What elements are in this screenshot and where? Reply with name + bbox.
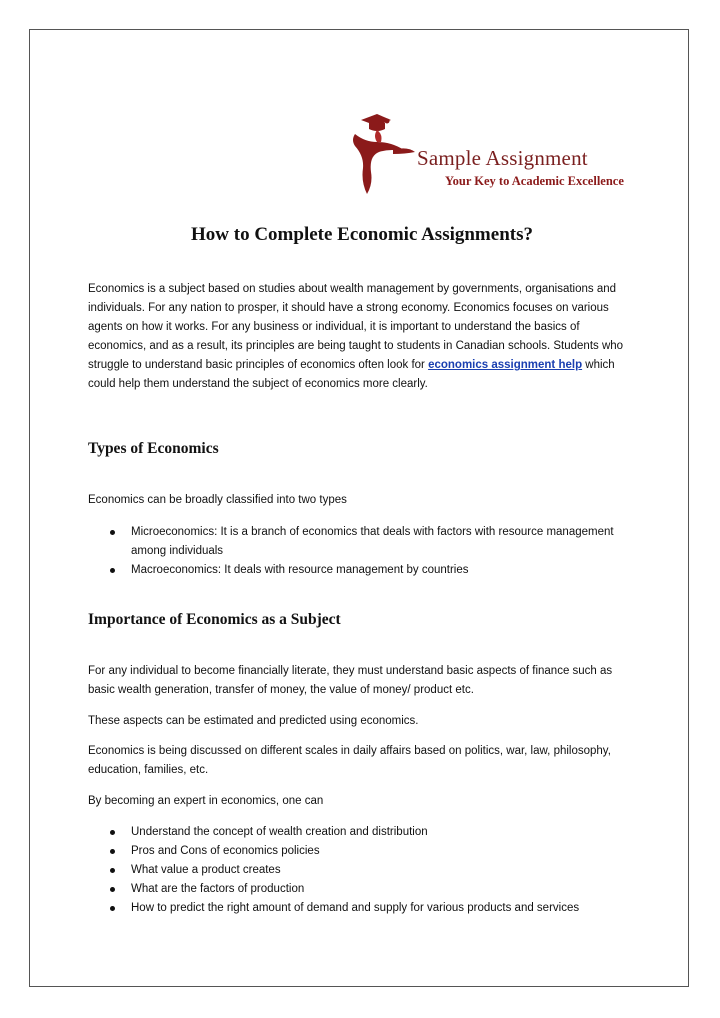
page-title: How to Complete Economic Assignments?	[191, 224, 533, 245]
bullet-icon	[110, 868, 115, 873]
importance-paragraph-4: By becoming an expert in economics, one can	[88, 795, 324, 807]
list-item: How to predict the right amount of demand and supply for various products and services	[88, 899, 636, 918]
types-lead: Economics can be broadly classified into two types	[88, 494, 347, 506]
logo-name: Sample Assignment	[417, 146, 588, 170]
importance-list	[88, 823, 636, 918]
importance-paragraph-1: For any individual to become financially literate, they must understand basic aspects of finance such as basic wealth generation, transfer of money, the value of money/ product etc.	[88, 665, 613, 696]
intro-text-after-link: which could help them understand the subject of economics more clearly.	[88, 359, 615, 390]
types-heading: Types of Economics	[88, 440, 219, 457]
types-list	[88, 523, 636, 580]
graduate-figure-icon	[347, 112, 417, 196]
list-item: What value a product creates	[88, 861, 636, 880]
list-item: Macroeconomics: It deals with resource management by countries	[88, 561, 636, 580]
list-item: What are the factors of production	[88, 880, 636, 899]
importance-paragraph-2: These aspects can be estimated and predicted using economics.	[88, 715, 419, 727]
bullet-icon	[110, 849, 115, 854]
bullet-icon	[110, 530, 115, 535]
bullet-icon	[110, 887, 115, 892]
sample-assignment-logo	[347, 112, 637, 196]
bullet-icon	[110, 568, 115, 573]
importance-heading: Importance of Economics as a Subject	[88, 611, 341, 628]
logo-tagline: Your Key to Academic Excellence	[445, 174, 624, 188]
importance-paragraph-3: Economics is being discussed on different scales in daily affairs based on politics, war, law, philosophy, education, families, etc.	[88, 745, 611, 776]
intro-paragraph	[88, 280, 636, 394]
economics-assignment-help-link[interactable]: economics assignment help	[428, 359, 583, 371]
list-item: Pros and Cons of economics policies	[88, 842, 636, 861]
list-item: Microeconomics: It is a branch of economics that deals with factors with resource management among individuals	[88, 523, 636, 561]
intro-text-before-link: Economics is a subject based on studies about wealth management by governments, organisations and individuals. For any nation to prosper, it should have a strong economy. Economics focuses on various agents on how it works. For any business or individual, it is important to understand the basics of economics, and as a result, its principles are being taught to students in Canadian schools. Students who struggle to understand basic principles of economics often look for	[88, 283, 624, 371]
bullet-icon	[110, 906, 115, 911]
document-page	[29, 29, 689, 987]
bullet-icon	[110, 830, 115, 835]
list-item: Understand the concept of wealth creation and distribution	[88, 823, 636, 842]
